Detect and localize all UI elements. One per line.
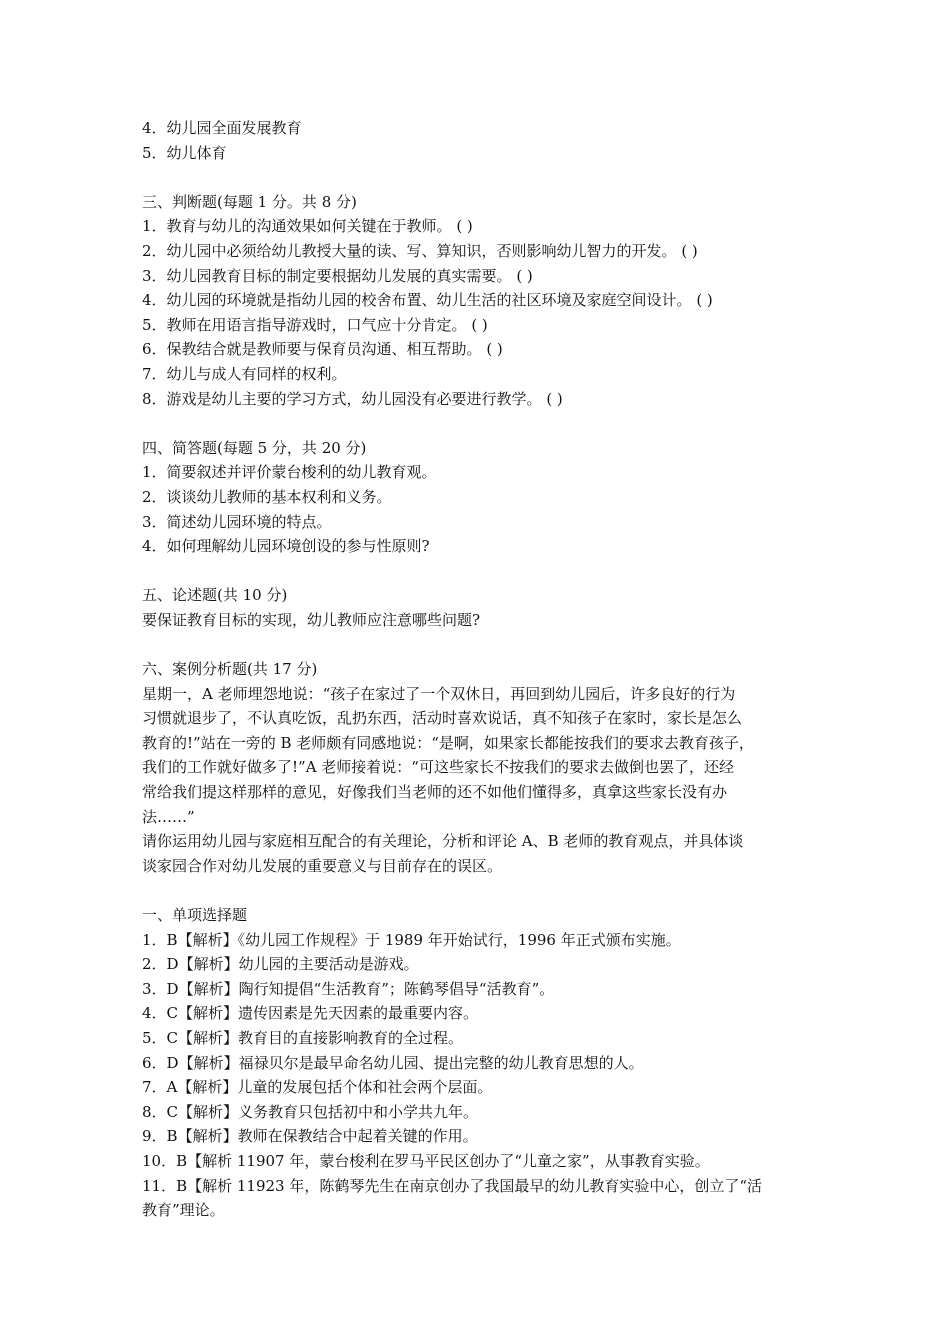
case-text-line: 法……” [142, 807, 195, 826]
question-item: 1．教育与幼儿的沟通效果如何关键在于教师。 ( ) [142, 217, 473, 236]
section-heading-case-analysis: 六、案例分析题(共 17 分) [142, 660, 318, 679]
case-text-line: 星期一，A 老师埋怨地说：“孩子在家过了一个双休日，再回到幼儿园后，许多良好的行为 [142, 684, 736, 703]
answer-item: 2．D【解析】幼儿园的主要活动是游戏。 [142, 955, 419, 974]
question-item: 2．谈谈幼儿教师的基本权利和义务。 [142, 487, 392, 506]
section-heading-short-answer: 四、简答题(每题 5 分，共 20 分) [142, 438, 367, 457]
answer-item: 6．D【解析】福禄贝尔是最早命名幼儿园、提出完整的幼儿教育思想的人。 [142, 1053, 644, 1072]
answer-item: 8．C【解析】义务教育只包括初中和小学共九年。 [142, 1102, 479, 1121]
question-item: 3．幼儿园教育目标的制定要根据幼儿发展的真实需要。 ( ) [142, 266, 533, 285]
question-item: 8．游戏是幼儿主要的学习方式，幼儿园没有必要进行教学。 ( ) [142, 389, 563, 408]
answer-item: 1．B【解析】《幼儿园工作规程》于 1989 年开始试行，1996 年正式颁布实施。 [142, 930, 681, 949]
section-heading-essay: 五、论述题(共 10 分) [142, 586, 288, 605]
case-text-line: 常给我们提这样那样的意见，好像我们当老师的还不如他们懂得多，真拿这些家长没有办 [142, 783, 728, 802]
question-item: 3．简述幼儿园环境的特点。 [142, 512, 332, 531]
answer-item: 4．C【解析】遗传因素是先天因素的最重要内容。 [142, 1004, 479, 1023]
section-heading-answers: 一、单项选择题 [142, 906, 248, 924]
case-task-line: 谈家园合作对幼儿发展的重要意义与目前存在的误区。 [142, 856, 503, 875]
document-page [142, 116, 812, 1223]
question-item: 4．幼儿园的环境就是指幼儿园的校舍布置、幼儿生活的社区环境及家庭空间设计。 ( ) [142, 291, 713, 310]
case-text-line: 我们的工作就好做多了!”A 老师接着说：“可这些家长不按我们的要求去做倒也罢了，还经 [142, 758, 734, 777]
question-item: 7．幼儿与成人有同样的权利。 [142, 364, 347, 383]
question-item: 2．幼儿园中必须给幼儿教授大量的读、写、算知识，否则影响幼儿智力的开发。 ( ) [142, 241, 698, 260]
case-text-line: 习惯就退步了，不认真吃饭，乱扔东西，活动时喜欢说话，真不知孩子在家时，家长是怎么 [142, 709, 743, 728]
answer-item: 5．C【解析】教育目的直接影响教育的全过程。 [142, 1028, 464, 1047]
answer-item: 教育”理论。 [142, 1201, 225, 1220]
spacer [142, 559, 812, 584]
answer-item: 3．D【解析】陶行知提倡“生活教育”；陈鹤琴倡导“活教育”。 [142, 979, 555, 998]
section-heading-true-false: 三、判断题(每题 1 分。共 8 分) [142, 192, 357, 211]
answer-item: 9．B【解析】教师在保教结合中起着关键的作用。 [142, 1127, 478, 1146]
answer-item: 11．B【解析 11923 年，陈鹤琴先生在南京创办了我国最早的幼儿教育实验中心，创立了“活 [142, 1176, 763, 1195]
case-text-line: 教育的!”站在一旁的 B 老师颇有同感地说：“是啊，如果家长都能按我们的要求去教育孩子， [142, 733, 754, 752]
spacer [142, 632, 812, 657]
answer-item: 7．A【解析】儿童的发展包括个体和社会两个层面。 [142, 1078, 493, 1097]
list-item: 5．幼儿体育 [142, 143, 227, 162]
question-item: 4．如何理解幼儿园环境创设的参与性原则? [142, 537, 430, 556]
list-item: 4．幼儿园全面发展教育 [142, 119, 302, 137]
spacer [142, 411, 812, 436]
spacer [142, 165, 812, 190]
essay-question: 要保证教育目标的实现，幼儿教师应注意哪些问题? [142, 610, 481, 629]
answer-item: 10．B【解析 11907 年，蒙台梭利在罗马平民区创办了“儿童之家”，从事教育实验。 [142, 1151, 710, 1170]
spacer [142, 878, 812, 903]
question-item: 6．保教结合就是教师要与保育员沟通、相互帮助。 ( ) [142, 340, 503, 359]
question-item: 5．教师在用语言指导游戏时，口气应十分肯定。 ( ) [142, 315, 488, 334]
question-item: 1．简要叙述并评价蒙台梭利的幼儿教育观。 [142, 463, 437, 482]
case-task-line: 请你运用幼儿园与家庭相互配合的有关理论，分析和评论 A、B 老师的教育观点，并具体谈 [142, 832, 744, 851]
